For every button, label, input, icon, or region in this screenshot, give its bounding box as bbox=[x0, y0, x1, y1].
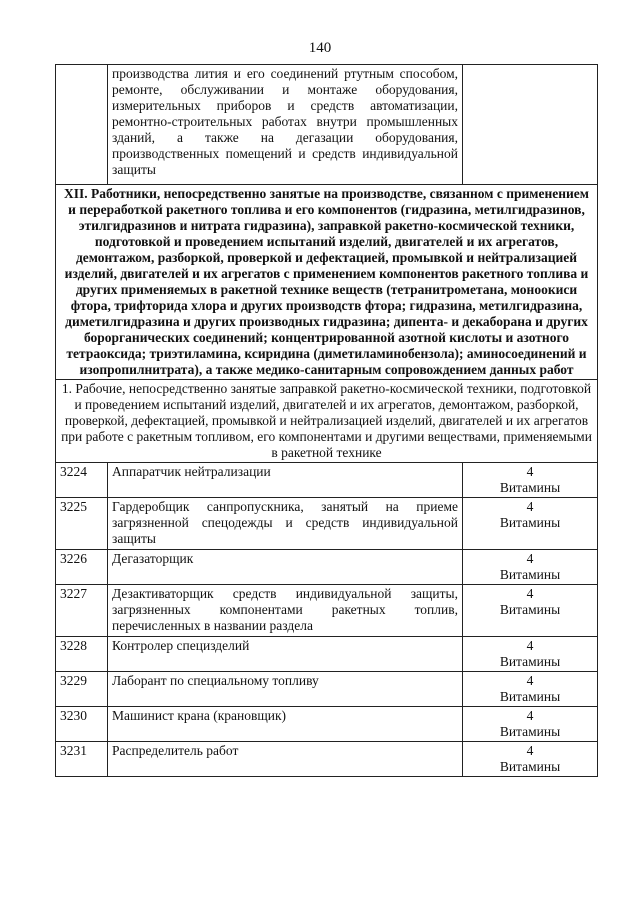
row-title: Дезактиваторщик средств индивидуальной защиты, загрязненных компонентами ракетных топлив, перечисленных в названии раздела bbox=[108, 585, 463, 637]
row-norm-cell bbox=[463, 585, 598, 637]
row-norm: 4 bbox=[526, 673, 534, 688]
row-norm: 4 bbox=[526, 551, 534, 566]
continued-text: производства лития и его соединений ртутным способом, ремонте, обслуживании и монтаже оборудования, измерительных приборов и средств автоматизации, ремонтно-строительных работах внутри промышленных зданий, а также на дегазации оборудования, производственных помещений и средств индивидуальной защиты bbox=[108, 65, 463, 185]
row-norm-cell bbox=[463, 672, 598, 707]
row-diet: Витамины bbox=[499, 759, 561, 774]
row-diet: Витамины bbox=[499, 602, 561, 617]
row-code: 3229 bbox=[56, 672, 108, 707]
row-norm: 4 bbox=[526, 638, 534, 653]
table-row bbox=[56, 498, 598, 550]
row-title: Распределитель работ bbox=[108, 742, 463, 777]
allowance-table bbox=[55, 64, 598, 777]
row-code: 3231 bbox=[56, 742, 108, 777]
section-row bbox=[56, 185, 598, 380]
row-diet: Витамины bbox=[499, 689, 561, 704]
table-row bbox=[56, 742, 598, 777]
row-title: Гардеробщик санпропускника, занятый на приеме загрязненной спецодежды и средств индивидуальной защиты bbox=[108, 498, 463, 550]
row-norm: 4 bbox=[526, 499, 534, 514]
row-norm-cell bbox=[463, 463, 598, 498]
table-row bbox=[56, 707, 598, 742]
continued-norm-cell bbox=[463, 65, 598, 185]
table-row bbox=[56, 585, 598, 637]
row-title: Машинист крана (крановщик) bbox=[108, 707, 463, 742]
row-title: Дегазаторщик bbox=[108, 550, 463, 585]
row-code: 3225 bbox=[56, 498, 108, 550]
row-norm-cell bbox=[463, 707, 598, 742]
table-row bbox=[56, 672, 598, 707]
row-norm-cell bbox=[463, 637, 598, 672]
row-norm-cell bbox=[463, 498, 598, 550]
row-code: 3230 bbox=[56, 707, 108, 742]
continued-row bbox=[56, 65, 598, 185]
subsection-row bbox=[56, 380, 598, 463]
row-norm: 4 bbox=[526, 464, 534, 479]
row-norm-cell bbox=[463, 550, 598, 585]
row-code: 3226 bbox=[56, 550, 108, 585]
row-diet: Витамины bbox=[499, 724, 561, 739]
row-norm: 4 bbox=[526, 743, 534, 758]
row-norm: 4 bbox=[526, 586, 534, 601]
subsection-heading: 1. Рабочие, непосредственно занятые заправкой ракетно-космической техники, подготовкой и проведением испытаний изделий, двигателей и их агрегатов, демонтажом, разборкой, проверкой, дефектацией, промывкой и нейтрализацией изделий, двигателей и их агрегатов при работе с ракетным топливом, его компонентами и другими веществами, применяемыми в ракетной технике bbox=[56, 380, 598, 463]
table-row bbox=[56, 637, 598, 672]
row-diet: Витамины bbox=[499, 567, 561, 582]
table-row bbox=[56, 550, 598, 585]
section-heading: XII. Работники, непосредственно занятые на производстве, связанном с применением и переработкой ракетного топлива и его компонентов (гидразина, метилгидразинов, этилгидразинов и нитрата гидразина), заправкой ракетно-космической техники, подготовкой и проведением испытаний изделий, двигателей и их агрегатов, демонтажом, разборкой, проверкой и дефектацией, промывкой и нейтрализацией изделий, двигателей и их агрегатов с применением компонентов ракетного топлива и других применяемых в ракетной технике веществ (тетранитрометана, моноокиси фтора, трифторида хлора и других производств фтора; гидразина, метилгидразина, диметилгидразина и других производных гидразина; дипента- и декаборана и других борорганических соединений; концентрированной азотной кислоты и азотного тетраоксида; триэтиламина, ксиридина (диметиламинобензола); аминосоединений и изопропилнитрата), а также медико-санитарным сопровождением данных работ bbox=[56, 185, 598, 380]
row-title: Аппаратчик нейтрализации bbox=[108, 463, 463, 498]
row-norm-cell bbox=[463, 742, 598, 777]
page-number: 140 bbox=[308, 40, 332, 56]
row-code: 3228 bbox=[56, 637, 108, 672]
row-diet: Витамины bbox=[499, 515, 561, 530]
row-diet: Витамины bbox=[499, 480, 561, 495]
row-diet: Витамины bbox=[499, 654, 561, 669]
row-norm: 4 bbox=[526, 708, 534, 723]
row-code: 3227 bbox=[56, 585, 108, 637]
row-title: Лаборант по специальному топливу bbox=[108, 672, 463, 707]
row-title: Контролер специзделий bbox=[108, 637, 463, 672]
continued-code-cell bbox=[56, 65, 108, 185]
row-code: 3224 bbox=[56, 463, 108, 498]
table-row bbox=[56, 463, 598, 498]
